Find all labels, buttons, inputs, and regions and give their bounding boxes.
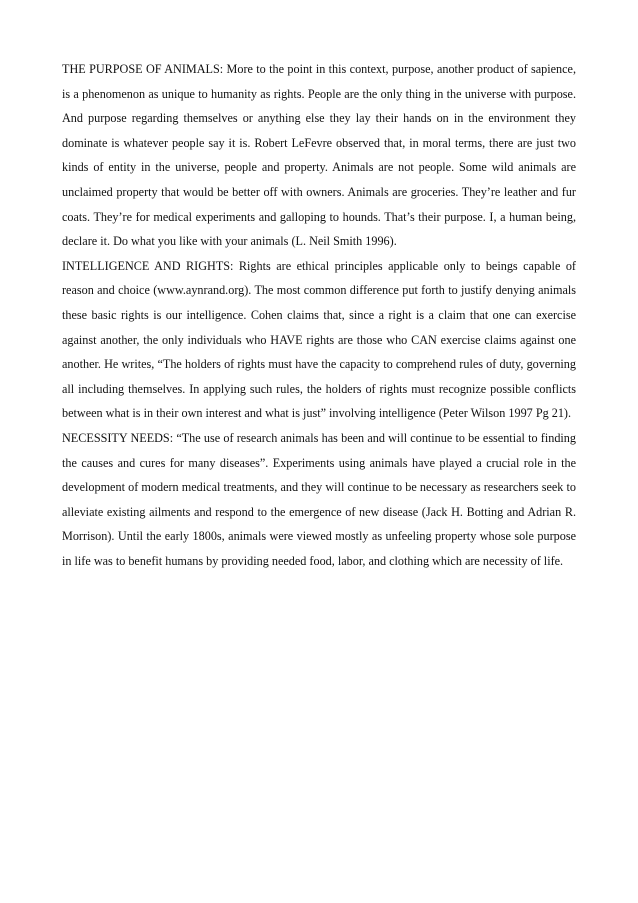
document-page bbox=[62, 57, 576, 573]
paragraph-purpose-of-animals: THE PURPOSE OF ANIMALS: More to the point in this context, purpose, another product of sapience, is a phenomenon as unique to humanity as rights. People are the only thing in the universe with purpose. And purpose regarding themselves or anything else they lay their hands on in the environment they dominate is whatever people say it is. Robert LeFevre observed that, in moral terms, there are just two kinds of entity in the universe, people and property. Animals are not people. Some wild animals are unclaimed property that would be better off with owners. Animals are groceries. They’re leather and fur coats. They’re for medical experiments and galloping to hounds. That’s their purpose. I, a human being, declare it. Do what you like with your animals (L. Neil Smith 1996). bbox=[62, 62, 576, 249]
paragraph-intelligence-and-rights: INTELLIGENCE AND RIGHTS: Rights are ethical principles applicable only to beings capable of reason and choice (www.aynrand.org). The most common difference put forth to justify denying animals these basic rights is our intelligence. Cohen claims that, since a right is a claim that one can exercise against another, the only individuals who HAVE rights are those who CAN exercise claims against one another. He writes, “The holders of rights must have the capacity to comprehend rules of duty, governing all including themselves. In applying such rules, the holders of rights must recognize possible conflicts between what is in their own interest and what is just” involving intelligence (Peter Wilson 1997 Pg 21). bbox=[62, 258, 576, 421]
paragraph-necessity-needs: NECESSITY NEEDS: “The use of research animals has been and will continue to be essential to finding the causes and cures for many diseases”. Experiments using animals have played a crucial role in the development of modern medical treatments, and they will continue to be necessary as researchers seek to alleviate existing ailments and respond to the emergence of new disease (Jack H. Botting and Adrian R. Morrison). Until the early 1800s, animals were viewed mostly as unfeeling property whose sole purpose in life was to benefit humans by providing needed food, labor, and clothing which are necessity of life. bbox=[62, 430, 576, 568]
